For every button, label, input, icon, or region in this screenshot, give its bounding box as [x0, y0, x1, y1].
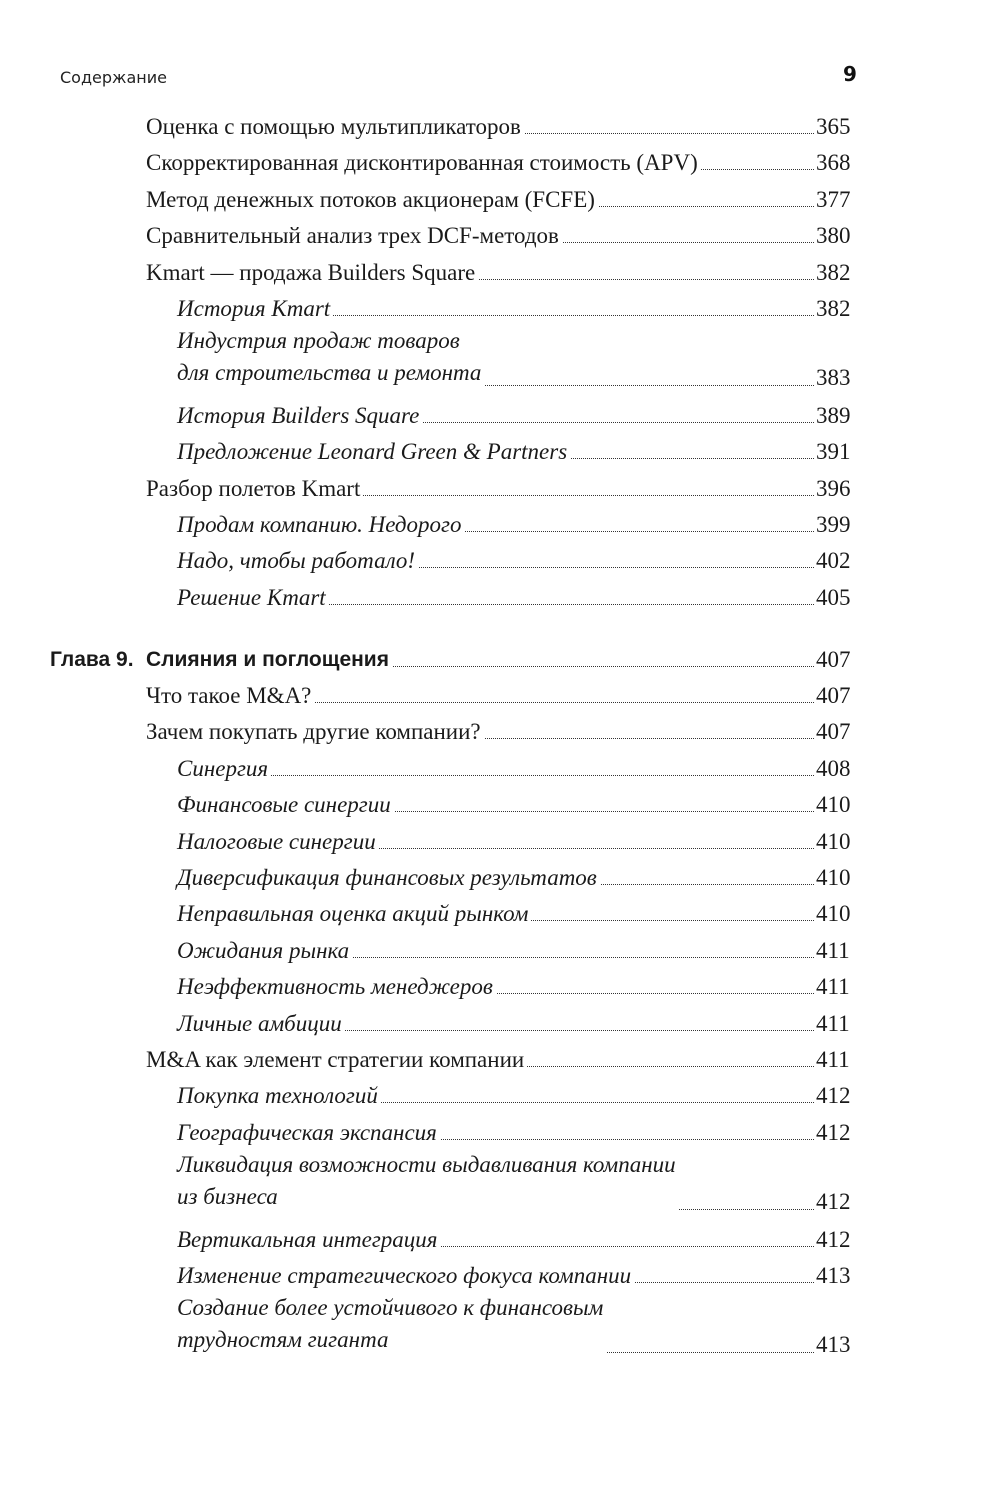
toc-subentry-title: Неправильная оценка акций рынком [177, 900, 531, 927]
dot-leader [177, 773, 814, 776]
toc-entry-page: 389 [814, 402, 861, 429]
toc-entry-page: 408 [814, 755, 861, 782]
toc-entry-page: 412 [814, 1188, 861, 1215]
toc-subentry-title [177, 325, 484, 389]
title-line-1: Ликвидация возможности выдавливания компании [177, 1152, 676, 1178]
toc-subentry[interactable] [0, 328, 1000, 392]
toc-subentry-title: Надо, чтобы работало! [177, 547, 418, 574]
table-of-contents [0, 113, 1000, 1369]
toc-entry-page: 382 [814, 259, 861, 286]
toc-entry-page: 399 [814, 511, 861, 538]
toc-subentry[interactable] [0, 1226, 1000, 1253]
toc-entry-page: 402 [814, 547, 861, 574]
toc-entry-title: M&A как элемент стратегии компании [146, 1046, 527, 1073]
toc-subentry-title: Диверсификация финансовых результатов [177, 864, 600, 891]
toc-subentry[interactable] [0, 402, 1000, 429]
toc-entry[interactable] [0, 186, 1000, 213]
toc-entry-page: 396 [814, 475, 861, 502]
toc-subentry[interactable] [0, 828, 1000, 855]
toc-subentry-title: История Kmart [177, 295, 333, 322]
title-line-2: из бизнеса [177, 1184, 278, 1210]
toc-entry-page: 410 [814, 900, 861, 927]
toc-subentry[interactable] [0, 791, 1000, 818]
toc-subentry-title: Личные амбиции [177, 1010, 345, 1037]
toc-subentry-title [177, 1149, 679, 1213]
toc-entry-page: 382 [814, 295, 861, 322]
toc-entry[interactable] [0, 1046, 1000, 1073]
toc-subentry-title: Налоговые синергии [177, 828, 379, 855]
toc-subentry[interactable] [0, 937, 1000, 964]
toc-subentry[interactable] [0, 1152, 1000, 1216]
toc-subentry[interactable] [0, 584, 1000, 611]
toc-subentry[interactable] [0, 1262, 1000, 1289]
toc-subentry[interactable] [0, 295, 1000, 322]
toc-entry[interactable] [0, 718, 1000, 745]
page-number: 9 [843, 62, 857, 86]
title-line-2: трудностям гиганта [177, 1327, 389, 1353]
toc-entry[interactable] [0, 475, 1000, 502]
title-line-1: Создание более устойчивого к финансовым [177, 1295, 604, 1321]
toc-entry-page: 412 [814, 1119, 861, 1146]
toc-subentry-title: Вертикальная интеграция [177, 1226, 441, 1253]
toc-subentry[interactable] [0, 755, 1000, 782]
toc-subentry[interactable] [0, 900, 1000, 927]
toc-entry-page: 368 [814, 149, 861, 176]
toc-entry-page: 412 [814, 1082, 861, 1109]
toc-entry[interactable] [0, 682, 1000, 709]
toc-entry-page: 407 [814, 718, 861, 745]
title-line-1: Индустрия продаж товаров [177, 328, 460, 354]
toc-subentry[interactable] [0, 1295, 1000, 1359]
toc-subentry-title [177, 1292, 606, 1356]
toc-entry[interactable] [0, 259, 1000, 286]
toc-subentry[interactable] [0, 547, 1000, 574]
toc-subentry-title: Неэффективность менеджеров [177, 973, 496, 1000]
toc-entry-page: 410 [814, 828, 861, 855]
toc-entry-page: 412 [814, 1226, 861, 1253]
toc-entry-title: Скорректированная дисконтированная стоимость (APV) [146, 149, 701, 176]
toc-entry-title: Сравнительный анализ трех DCF-методов [146, 222, 562, 249]
toc-subentry[interactable] [0, 511, 1000, 538]
toc-subentry-title: Ожидания рынка [177, 937, 352, 964]
toc-entry[interactable] [0, 222, 1000, 249]
toc-entry-page: 410 [814, 791, 861, 818]
toc-subentry-title: Синергия [177, 755, 271, 782]
title-line-2: для строительства и ремонта [177, 360, 482, 386]
toc-entry-page: 380 [814, 222, 861, 249]
toc-entry-page: 391 [814, 438, 861, 465]
toc-subentry-title: Покупка технологий [177, 1082, 381, 1109]
toc-entry-page: 413 [814, 1331, 861, 1358]
toc-subentry-title: Финансовые синергии [177, 791, 394, 818]
toc-subentry-title: Географическая экспансия [177, 1119, 440, 1146]
toc-entry[interactable] [0, 113, 1000, 140]
running-head: Содержание [60, 68, 167, 87]
toc-entry-page: 365 [814, 113, 861, 140]
chapter-page: 407 [816, 646, 851, 672]
toc-entry-title: Разбор полетов Kmart [146, 475, 363, 502]
toc-entry-page: 413 [814, 1262, 861, 1289]
toc-entry-page: 407 [814, 682, 861, 709]
toc-subentry-title: Решение Kmart [177, 584, 329, 611]
toc-entry-page: 411 [814, 1046, 861, 1073]
toc-subentry[interactable] [0, 864, 1000, 891]
toc-subentry[interactable] [0, 1119, 1000, 1146]
toc-entry-page: 410 [814, 864, 861, 891]
toc-subentry-title: Предложение Leonard Green & Partners [177, 438, 570, 465]
toc-subentry[interactable] [0, 973, 1000, 1000]
toc-entry-title: Kmart — продажа Builders Square [146, 259, 478, 286]
toc-entry-page: 411 [814, 1010, 861, 1037]
toc-entry-page: 405 [814, 584, 861, 611]
chapter-title: Слияния и поглощения [146, 646, 392, 673]
toc-entry-page: 377 [814, 186, 861, 213]
toc-entry-page: 383 [814, 364, 861, 391]
toc-entry-title: Что такое M&A? [146, 682, 314, 709]
toc-entry-page: 411 [814, 973, 861, 1000]
chapter-heading[interactable] [0, 646, 1000, 673]
toc-subentry-title: Продам компанию. Недорого [177, 511, 465, 538]
toc-subentry-title: Изменение стратегического фокуса компании [177, 1262, 634, 1289]
toc-subentry[interactable] [0, 438, 1000, 465]
toc-entry-title: Метод денежных потоков акционерам (FCFE) [146, 186, 598, 213]
toc-entry-title: Оценка с помощью мультипликаторов [146, 113, 524, 140]
toc-subentry-title: История Builders Square [177, 402, 422, 429]
chapter-label: Глава 9. [50, 647, 134, 671]
toc-subentry[interactable] [0, 1082, 1000, 1109]
toc-entry-title: Зачем покупать другие компании? [146, 718, 484, 745]
toc-entry[interactable] [0, 149, 1000, 176]
toc-entry-page: 411 [814, 937, 861, 964]
toc-subentry[interactable] [0, 1010, 1000, 1037]
